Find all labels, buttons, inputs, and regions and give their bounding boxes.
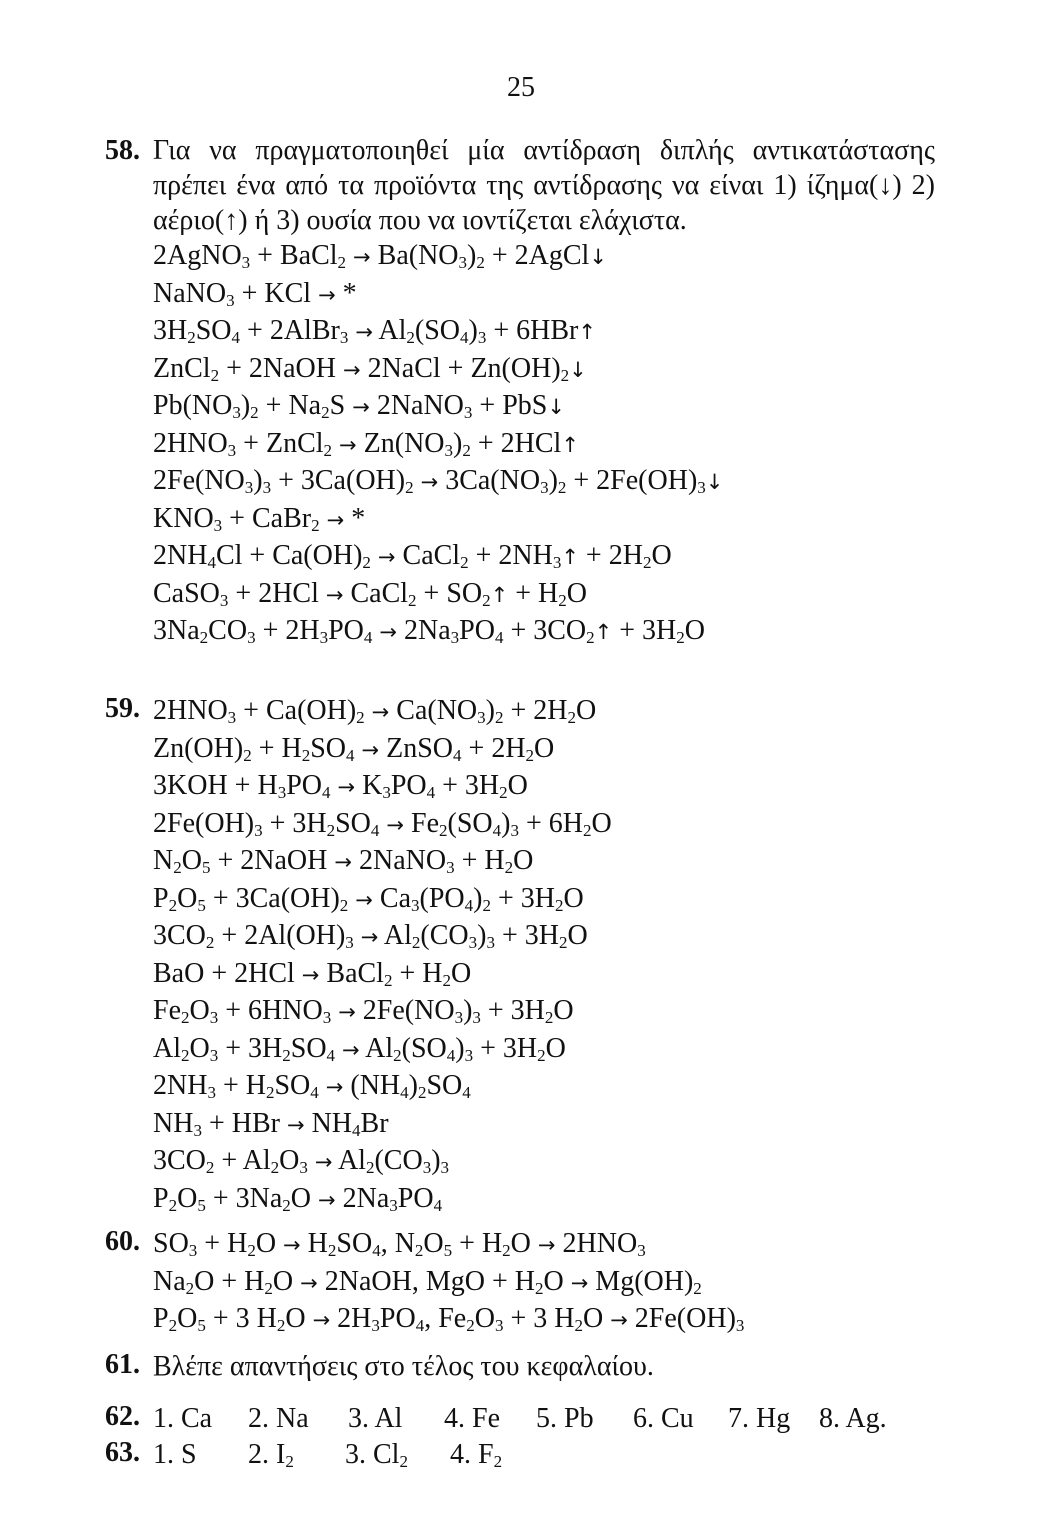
answer-item: 3. $Cl_2$ [345, 1439, 408, 1471]
exercise-62 [105, 1401, 935, 1437]
reaction-line: $P_2O_5 + 3Na_2O \to 2Na_3PO_4$ [153, 1182, 443, 1215]
answer-item: 2. $I_2$ [248, 1439, 294, 1471]
exercise-63 [105, 1437, 935, 1473]
exercise-number: 60. [105, 1226, 140, 1257]
reaction-line: $2HNO_3$ + ZnCl$_2$ → $Zn(NO_3)_2$ + 2HCl↑ [153, 427, 579, 460]
reaction-line: $Fe_2O_3 + 6HNO_3 \to 2Fe(NO_3)_3 + 3H_2O$ [153, 995, 574, 1027]
exercise-number: 63. [105, 1437, 140, 1468]
reaction-line: $Na_2O + H_2O$ → 2NaOH, MgO + $H_2O \to Mg(OH)_2$ [153, 1265, 702, 1298]
reaction-list [153, 238, 935, 651]
reaction-line: $3CO_2 + 2Al(OH)_3 \to Al_2(CO_3)_3 + 3H_2O$ [153, 920, 588, 952]
reaction-line: $3H_2SO_4$ + 2AlBr$_3$ → $Al_2(SO_4)_3$ + 6HBr↑ [153, 315, 596, 347]
answer-item: 7. Hg [728, 1403, 791, 1434]
reaction-line: CaSO$_3$ + 2HCl → CaCl$_2$ + $SO_2↑ + H_2O$ [153, 577, 587, 610]
reaction-line: $SO_3 + H_2O \to H_2SO_4$, $N_2O_5 + H_2O \to 2HNO_3$ [153, 1228, 646, 1260]
answer-item: 1. Ca [153, 1403, 213, 1434]
reaction-line: $Al_2O_3 + 3H_2SO_4 \to Al_2(SO_4)_3 + 3H_2O$ [153, 1032, 566, 1065]
answer-item: 2. Na [248, 1403, 309, 1434]
reaction-line: ZnCl$_2$ + 2NaOH → 2NaCl + $Zn(OH)_2↓$ [153, 352, 587, 385]
page-number: 25 [507, 72, 535, 103]
answer-item: 5. Pb [536, 1403, 594, 1434]
answer-item: 8. Ag. [819, 1403, 887, 1434]
exercise-61 [105, 1349, 935, 1386]
reaction-line: $P_2O_5 + 3$ $H_2O \to 2H_3PO_4$, $Fe_2O_3 + 3$ $H_2O \to 2Fe(OH)_3$ [153, 1303, 745, 1335]
reaction-line: $KNO_3$ + CaBr$_2$ → * [153, 502, 366, 535]
reaction-line: $Pb(NO_3)_2 + Na_2S$ → 2NaNO$_3$ + PbS↓ [153, 390, 565, 422]
reaction-line: NaNO$_3$ + KCl → * [153, 277, 357, 310]
reaction-line: $2Fe(OH)_3 + 3H_2SO_4 \to Fe_2(SO_4)_3 + 6H_2O$ [153, 807, 612, 840]
exercise-number: 61. [105, 1349, 140, 1380]
reaction-line: $Zn(OH)_2 + H_2SO_4$ → ZnSO$_4$ + $2H_2O$ [153, 732, 555, 765]
reaction-line: 2AgNO$_3$ + BaCl$_2$ → $Ba(NO_3)_2$ + 2AgCl↓ [153, 240, 607, 272]
reaction-line: $2HNO_3 + Ca(OH)_2 \to Ca(NO_3)_2 + 2H_2O$ [153, 695, 597, 727]
exercise-58 [105, 133, 935, 651]
reaction-line: $2Fe(NO_3)_3 + 3Ca(OH)_2 \to 3Ca(NO_3)_2$ + $2Fe(OH)_3↓$ [153, 465, 724, 497]
answer-item: 1. S [153, 1439, 197, 1470]
reaction-line: $2NH_4Cl + Ca(OH)_2$ → CaCl$_2$ + $2NH_3↑ + 2H_2O$ [153, 540, 672, 572]
exercise-text: Βλέπε απαντήσεις στο τέλος του κεφαλαίου. [153, 1351, 654, 1382]
exercise-number: 62. [105, 1401, 140, 1432]
reaction-line: $P_2O_5 + 3Ca(OH)_2 \to Ca_3(PO_4)_2 + 3H_2O$ [153, 882, 584, 915]
exercise-number: 58. [105, 135, 140, 166]
answer-item: 4. $F_2$ [450, 1439, 503, 1471]
reaction-line: BaO + 2HCl → BaCl$_2$ + $H_2O$ [153, 957, 472, 990]
answer-item: 6. Cu [633, 1403, 694, 1434]
exercise-59 [105, 693, 935, 1218]
answer-item: 4. Fe [444, 1403, 500, 1434]
reaction-line: $3KOH + H_3PO_4 \to K_3PO_4 + 3H_2O$ [153, 770, 528, 802]
exercise-text: Για να πραγματοποιηθεί μία αντίδραση διπλής αντικατάστασης πρέπει ένα από τα προϊόντα της αντίδρασης να είναι 1) ίζημα(↓) 2) αέριο(↑) ή 3) ουσία που να ιοντίζεται ελάχιστα. [153, 135, 935, 236]
reaction-line: $N_2O_5$ + 2NaOH → 2NaNO$_3$ + $H_2O$ [153, 845, 534, 877]
reaction-line: $2NH_3 + H_2SO_4 \to (NH_4)_2SO_4$ [153, 1070, 471, 1102]
reaction-line: $NH_3$ + HBr → $NH_4Br$ [153, 1107, 389, 1140]
exercise-60 [105, 1226, 935, 1339]
reaction-line: $3CO_2 + Al_2O_3 \to Al_2(CO_3)_3$ [153, 1145, 450, 1177]
answer-item: 3. Al [348, 1403, 403, 1434]
reaction-line: $3Na_2CO_3 + 2H_3PO_4 \to 2Na_3PO_4$ + $3CO_2↑ + 3H_2O$ [153, 615, 705, 647]
exercise-number: 59. [105, 693, 140, 724]
